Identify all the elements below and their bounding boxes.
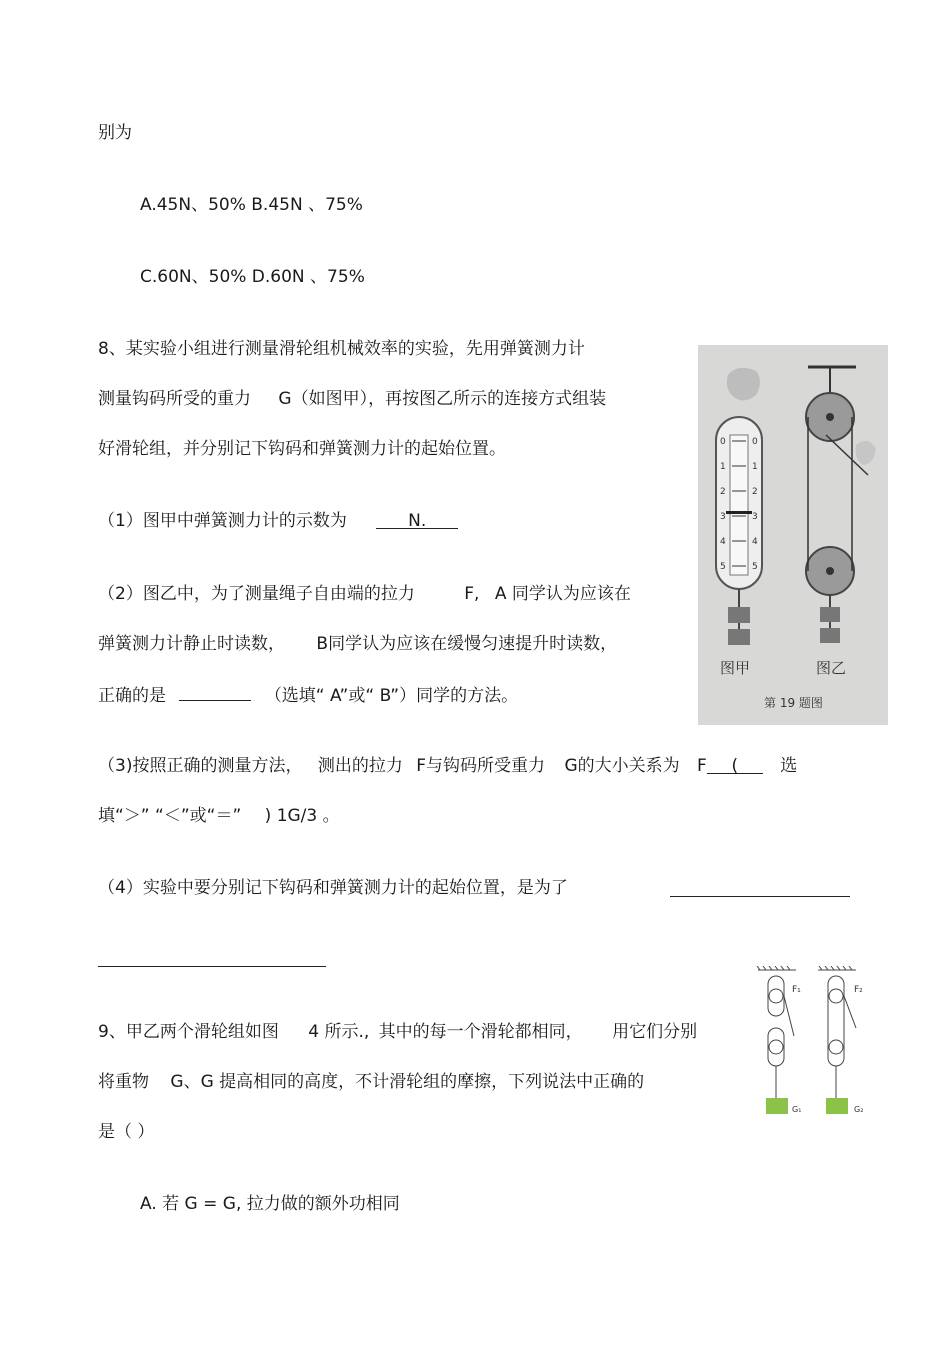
q8-part-4-blank-1[interactable] <box>670 896 850 897</box>
q8-line-3: 好滑轮组，并分别记下钩码和弹簧测力计的起始位置。 <box>98 439 506 459</box>
scale-right-5: 5 <box>752 562 758 572</box>
scale-right-2: 2 <box>752 487 758 497</box>
q8-part-3-line-1c: F与钩码所受重力 <box>416 756 546 776</box>
weight-g1 <box>766 1098 788 1114</box>
q9-line-1c: 其中的每一个滑轮都相同， <box>378 1022 583 1042</box>
q8-line-2 <box>98 388 606 410</box>
q8-part-3-line-1a: （3)按照正确的测量方法， <box>98 756 303 776</box>
q8-part-3-line-1d: G的大小关系为 <box>564 756 680 776</box>
figure-caption: 第 19 题图 <box>764 696 823 710</box>
scale-track <box>730 435 748 575</box>
q9-line-1 <box>98 1021 697 1043</box>
weight-yi-2 <box>820 628 840 643</box>
q8-part-3-line-1 <box>98 755 797 777</box>
q7-options-cd: C.60N、50% D.60N 、75% <box>140 267 365 287</box>
scale-right-1: 1 <box>752 462 758 472</box>
q9-figure <box>756 966 874 1116</box>
q8-part-2-line-1a: （2）图乙中，为了测量绳子自由端的拉力 <box>98 584 415 604</box>
pulley-1-movable <box>769 1040 783 1054</box>
scale-right-0: 0 <box>752 437 758 447</box>
rope-f1 <box>784 996 794 1036</box>
pulley-2-fixed <box>829 989 843 1003</box>
q8-part-3-blank[interactable]: ( <box>707 755 763 774</box>
scale-left-0: 0 <box>720 437 726 447</box>
weight-jia-1 <box>728 607 750 623</box>
q8-part-2-line-1 <box>98 583 631 605</box>
label-jia: 图甲 <box>720 659 751 677</box>
label-g1: G₁ <box>792 1105 802 1114</box>
q8-part-3-line-2b: ) 1G/3 。 <box>264 806 340 826</box>
scale-right-3: 3 <box>752 512 758 522</box>
q9-line-2 <box>98 1071 644 1093</box>
scale-left-2: 2 <box>720 487 726 497</box>
q8-figure <box>698 345 888 725</box>
scale-left-5: 5 <box>720 562 726 572</box>
label-yi: 图乙 <box>816 659 847 677</box>
scale-right-4: 4 <box>752 537 758 547</box>
q8-part-1-blank[interactable]: N. <box>376 510 458 529</box>
q8-line-2b: G（如图甲），再按图乙所示的连接方式组装 <box>278 389 607 409</box>
q8-part-1-text: （1）图甲中弹簧测力计的示数为 <box>98 511 347 531</box>
q9-line-1b: 4 所示., <box>308 1022 370 1042</box>
ceiling-hatch <box>757 966 856 970</box>
q9-line-3: 是（ ） <box>98 1122 155 1142</box>
rope-f2 <box>844 996 856 1028</box>
scale-left-3: 3 <box>720 512 726 522</box>
weight-jia-2 <box>728 629 750 645</box>
q9-option-a: A. 若 G = G, 拉力做的额外功相同 <box>140 1194 400 1214</box>
q8-part-2-blank[interactable] <box>179 682 251 701</box>
q9-line-2b: G、G 提高相同的高度，不计滑轮组的摩擦，下列说法中正确的 <box>170 1072 645 1092</box>
q8-part-1 <box>98 510 458 532</box>
q8-part-2-line-2 <box>98 633 617 655</box>
scale-left-4: 4 <box>720 537 726 547</box>
q8-part-4: （4）实验中要分别记下钩码和弹簧测力计的起始位置，是为了 <box>98 878 568 898</box>
label-f2: F₂ <box>854 985 863 995</box>
q8-part-2-line-3b: （选填“ A”或“ B”）同学的方法。 <box>264 686 519 706</box>
q8-part-2-line-3 <box>98 682 518 707</box>
q8-part-3-line-2a: 填“＞” “＜”或“＝” <box>98 806 242 826</box>
q8-part-3-line-1b: 测出的拉力 <box>317 756 403 776</box>
pulley-1-fixed <box>769 989 783 1003</box>
q8-line-1: 8、某实验小组进行测量滑轮组机械效率的实验，先用弹簧测力计 <box>98 339 585 359</box>
q8-part-2-line-3a: 正确的是 <box>98 686 166 706</box>
label-g2: G₂ <box>854 1105 864 1114</box>
pulley-frame-1-bottom <box>768 1028 784 1066</box>
q8-line-2a: 测量钩码所受的重力 <box>98 389 251 409</box>
q8-part-2-line-2a: 弹簧测力计静止时读数， <box>98 634 285 654</box>
q9-line-1d: 用它们分别 <box>612 1022 698 1042</box>
q8-part-4-blank-2[interactable] <box>98 966 326 967</box>
q9-line-1a: 9、甲乙两个滑轮组如图 <box>98 1022 279 1042</box>
q8-part-2-line-1c: A 同学认为应该在 <box>494 584 631 604</box>
label-f1: F₁ <box>792 985 801 995</box>
pulley-frame-1-top <box>768 976 784 1016</box>
q9-line-2a: 将重物 <box>98 1072 149 1092</box>
q8-part-3-line-1e: F <box>697 756 707 776</box>
pulley-2-movable <box>829 1040 843 1054</box>
q8-part-2-line-2b: B同学认为应该在缓慢匀速提升时读数， <box>316 634 618 654</box>
weight-yi-1 <box>820 607 840 622</box>
q8-part-3-line-1f: 选 <box>780 756 798 776</box>
q8-part-2-line-1b: F, <box>464 584 480 604</box>
scale-left-1: 1 <box>720 462 726 472</box>
q8-part-3-line-2 <box>98 805 340 827</box>
q7-continuation: 别为 <box>98 123 132 143</box>
weight-g2 <box>826 1098 848 1114</box>
scale-pointer <box>726 511 752 514</box>
q7-options-ab: A.45N、50% B.45N 、75% <box>140 195 363 215</box>
